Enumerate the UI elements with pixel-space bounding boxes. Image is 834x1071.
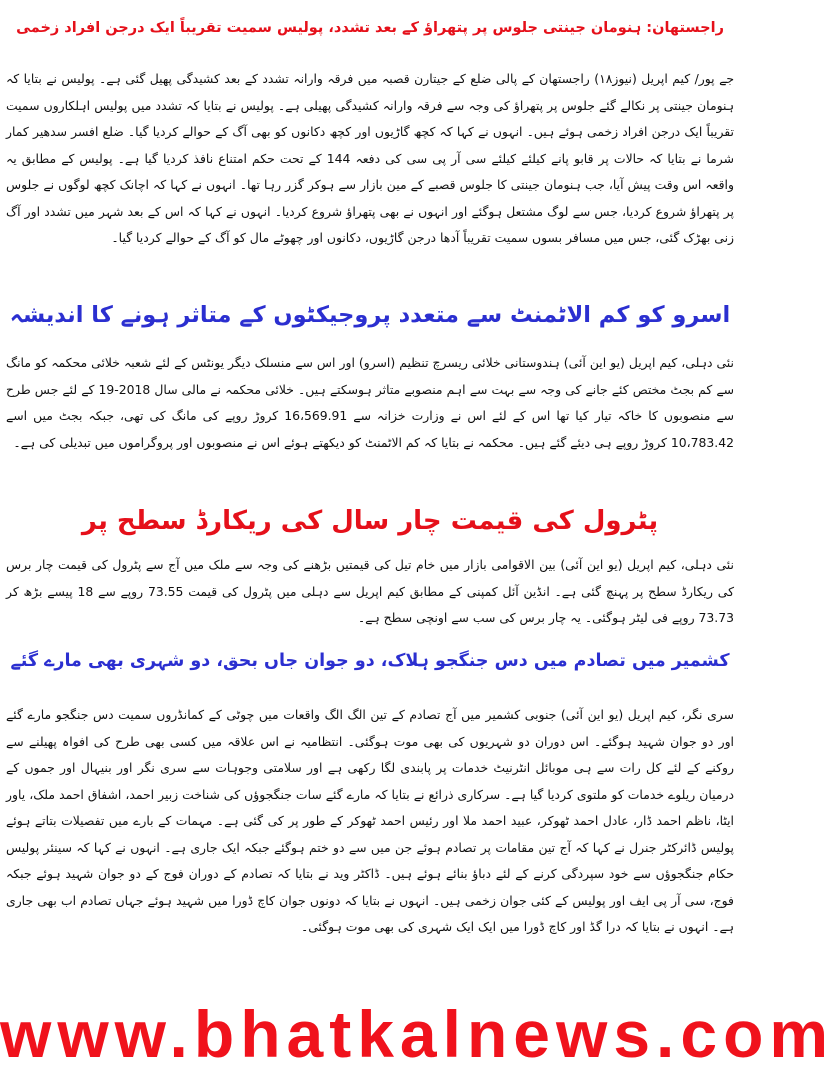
article-4 xyxy=(6,634,734,942)
article-3-headline: پٹرول کی قیمت چار سال کی ریکارڈ سطح پر xyxy=(81,506,659,536)
article-3 xyxy=(6,496,734,632)
article-4-headline: کشمیر میں تصادم میں دس جنگجو ہلاک، دو جوان جاں بحق، دو شہری بھی مارے گئے xyxy=(10,651,730,671)
article-4-body: سری نگر، کیم اپریل (یو این آئی) جنوبی کشمیر میں آج تصادم کے تین الگ الگ واقعات میں چوٹی کے کمانڈروں سمیت دس جنگجو مارے گئے اور دو جوان شہید ہوگئے۔ اس دوران دو شہریوں کی بھی موت ہوگئی۔ انتظامیہ نے اس علاقہ میں کسی بھی طرح کی افواہ پھیلنے سے روکنے کے لئے کل رات سے ہی موبائل انٹرنیٹ خدمات پر پابندی لگا رکھی ہے اور سلامتی وجوہات سے سری نگر اور بنیہال اور جموں کے درمیان ریلوے خدمات کو ملتوی کردیا گیا ہے۔ سرکاری ذرائع نے بتایا کہ مارے گئے سات جنگجوؤں کی شناخت زبیر احمد، اشفاق احمد ملک، یاور ایٹا، ناظم احمد ڈار، عادل احمد ٹھوکر، عبید احمد ملا اور رئیس احمد ٹھوکر کے طور پر کی گئی ہے۔ مہمات کے بارے میں تفصیلات بتاتے ہوئے پولیس ڈائرکٹر جنرل نے کہا کہ آج تین مقامات پر تصادم ہوئے جن میں سے دو ختم ہوگئے جبکہ ایک جاری ہے۔ انہوں نے کہا کہ سینئر پولیس حکام جنگجوؤں سے خود سپردگی کرنے کے لئے دباؤ بنائے ہوئے ہیں۔ ڈاکٹر وید نے بتایا کہ تصادم کے دوران فوج کے دو جوان شہید ہوئے جبکہ فوج، سی آر پی ایف اور پولیس کے کئی جوان زخمی ہیں۔ انہوں نے بتایا کہ دونوں جوان کاچ ڈورا میں شہید ہوئے جہاں تصادم اب بھی جاری ہے۔ انہوں نے بتایا کہ درا گڈ اور کاچ ڈورا میں ایک ایک شہری کی بھی موت ہوگئی۔ xyxy=(6,707,734,934)
article-1-body: جے پور/ کیم اپریل (نیوز۱۸) راجستھان کے پالی ضلع کے جیتارن قصبہ میں فرقہ وارانہ تشدد کے بعد کشیدگی پھیل گئی ہے۔ پولیس نے بتایا کہ ہنومان جینتی پر نکالے گئے جلوس پر پتھراؤ کی وجہ سے فرقہ وارانہ کشیدگی پھیلی ہے۔ پولیس نے بتایا کہ تشدد میں پولیس اہلکاروں سمیت تقریباً ایک درجن افراد زخمی ہوئے ہیں۔ انہوں نے کہا کہ کچھ گاڑیوں اور کچھ دکانوں کو بھی آگ کے حوالے کردیا گیا۔ ضلع افسر سدھیر کمار شرما نے بتایا کہ حالات پر قابو پانے کیلئے کیلئے سی آر پی سی کی دفعہ 144 کے تحت حکم امتناع نافذ کردیا گیا ہے۔ پولیس کے مطابق یہ واقعہ اس وقت پیش آیا، جب ہنومان جینتی کا جلوس قصبے کے مین بازار سے ہوکر گزر رہا تھا۔ انہوں نے کہا کہ اچانک کچھ لوگوں نے جلوس پر پتھراؤ شروع کردیا، جس سے لوگ مشتعل ہوگئے اور انہوں نے بھی پتھراؤ شروع کردیا۔ انہوں نے کہا کہ اس کے بعد شہر میں تشدد اور آگ زنی بھڑک گئی، جس میں مسافر بسوں سمیت تقریباً آدھا درجن گاڑیوں، دکانوں اور چھوٹے مال کو آگ کے حوالے کردیا گیا۔ xyxy=(6,71,735,245)
site-url-footer[interactable]: www.bhatkalnews.com xyxy=(0,997,834,1071)
article-2 xyxy=(6,290,734,456)
article-1-headline: راجستھان: ہنومان جینتی جلوس پر پتھراؤ کے بعد تشدد، پولیس سمیت تقریباً ایک درجن افراد زخمی xyxy=(16,20,724,36)
article-2-headline: اسرو کو کم الاٹمنٹ سے متعدد پروجیکٹوں کے متاثر ہونے کا اندیشہ xyxy=(9,302,731,328)
article-2-body: نئی دہلی، کیم اپریل (یو این آئی) ہندوستانی خلائی ریسرچ تنظیم (اسرو) اور اس سے منسلک دیگر یونٹس کے لئے شعبہ خلائی محکمہ کو مانگ سے کم بجٹ مختص کئے جانے کی وجہ سے بہت سے اہم منصوبے متاثر ہوسکتے ہیں۔ خلائی محکمہ نے مالی سال 2018-19 کے لئے جس طرح سے منصوبوں کا خاکہ تیار کیا تھا اس کے لئے اس نے وزارت خزانہ سے 16،569.91 کروڑ روپے کی مانگ کی تھی، جبکہ بجٹ میں اسے 10،783.42 کروڑ روپے ہی دیئے گئے ہیں۔ محکمہ نے بتایا کہ کم الاٹمنٹ کو دیکھتے ہوئے اس نے منصوبوں اور پروگراموں میں تبدیلی کی ہے۔ xyxy=(6,355,735,450)
article-3-body: نئی دہلی، کیم اپریل (یو این آئی) بین الاقوامی بازار میں خام تیل کی قیمتیں بڑھنے کی وجہ سے ملک میں آج سے پٹرول کی قیمت چار برس کی ریکارڈ سطح پر پہنچ گئی ہے۔ انڈین آئل کمپنی کے مطابق کیم اپریل سے دہلی میں پٹرول کی قیمت 73.55 روپے سے 18 پیسے بڑھ کر 73.73 روپے فی لیٹر ہوگئی۔ یہ چار برس کی سب سے اونچی سطح ہے۔ xyxy=(6,557,734,625)
article-1 xyxy=(6,0,734,282)
